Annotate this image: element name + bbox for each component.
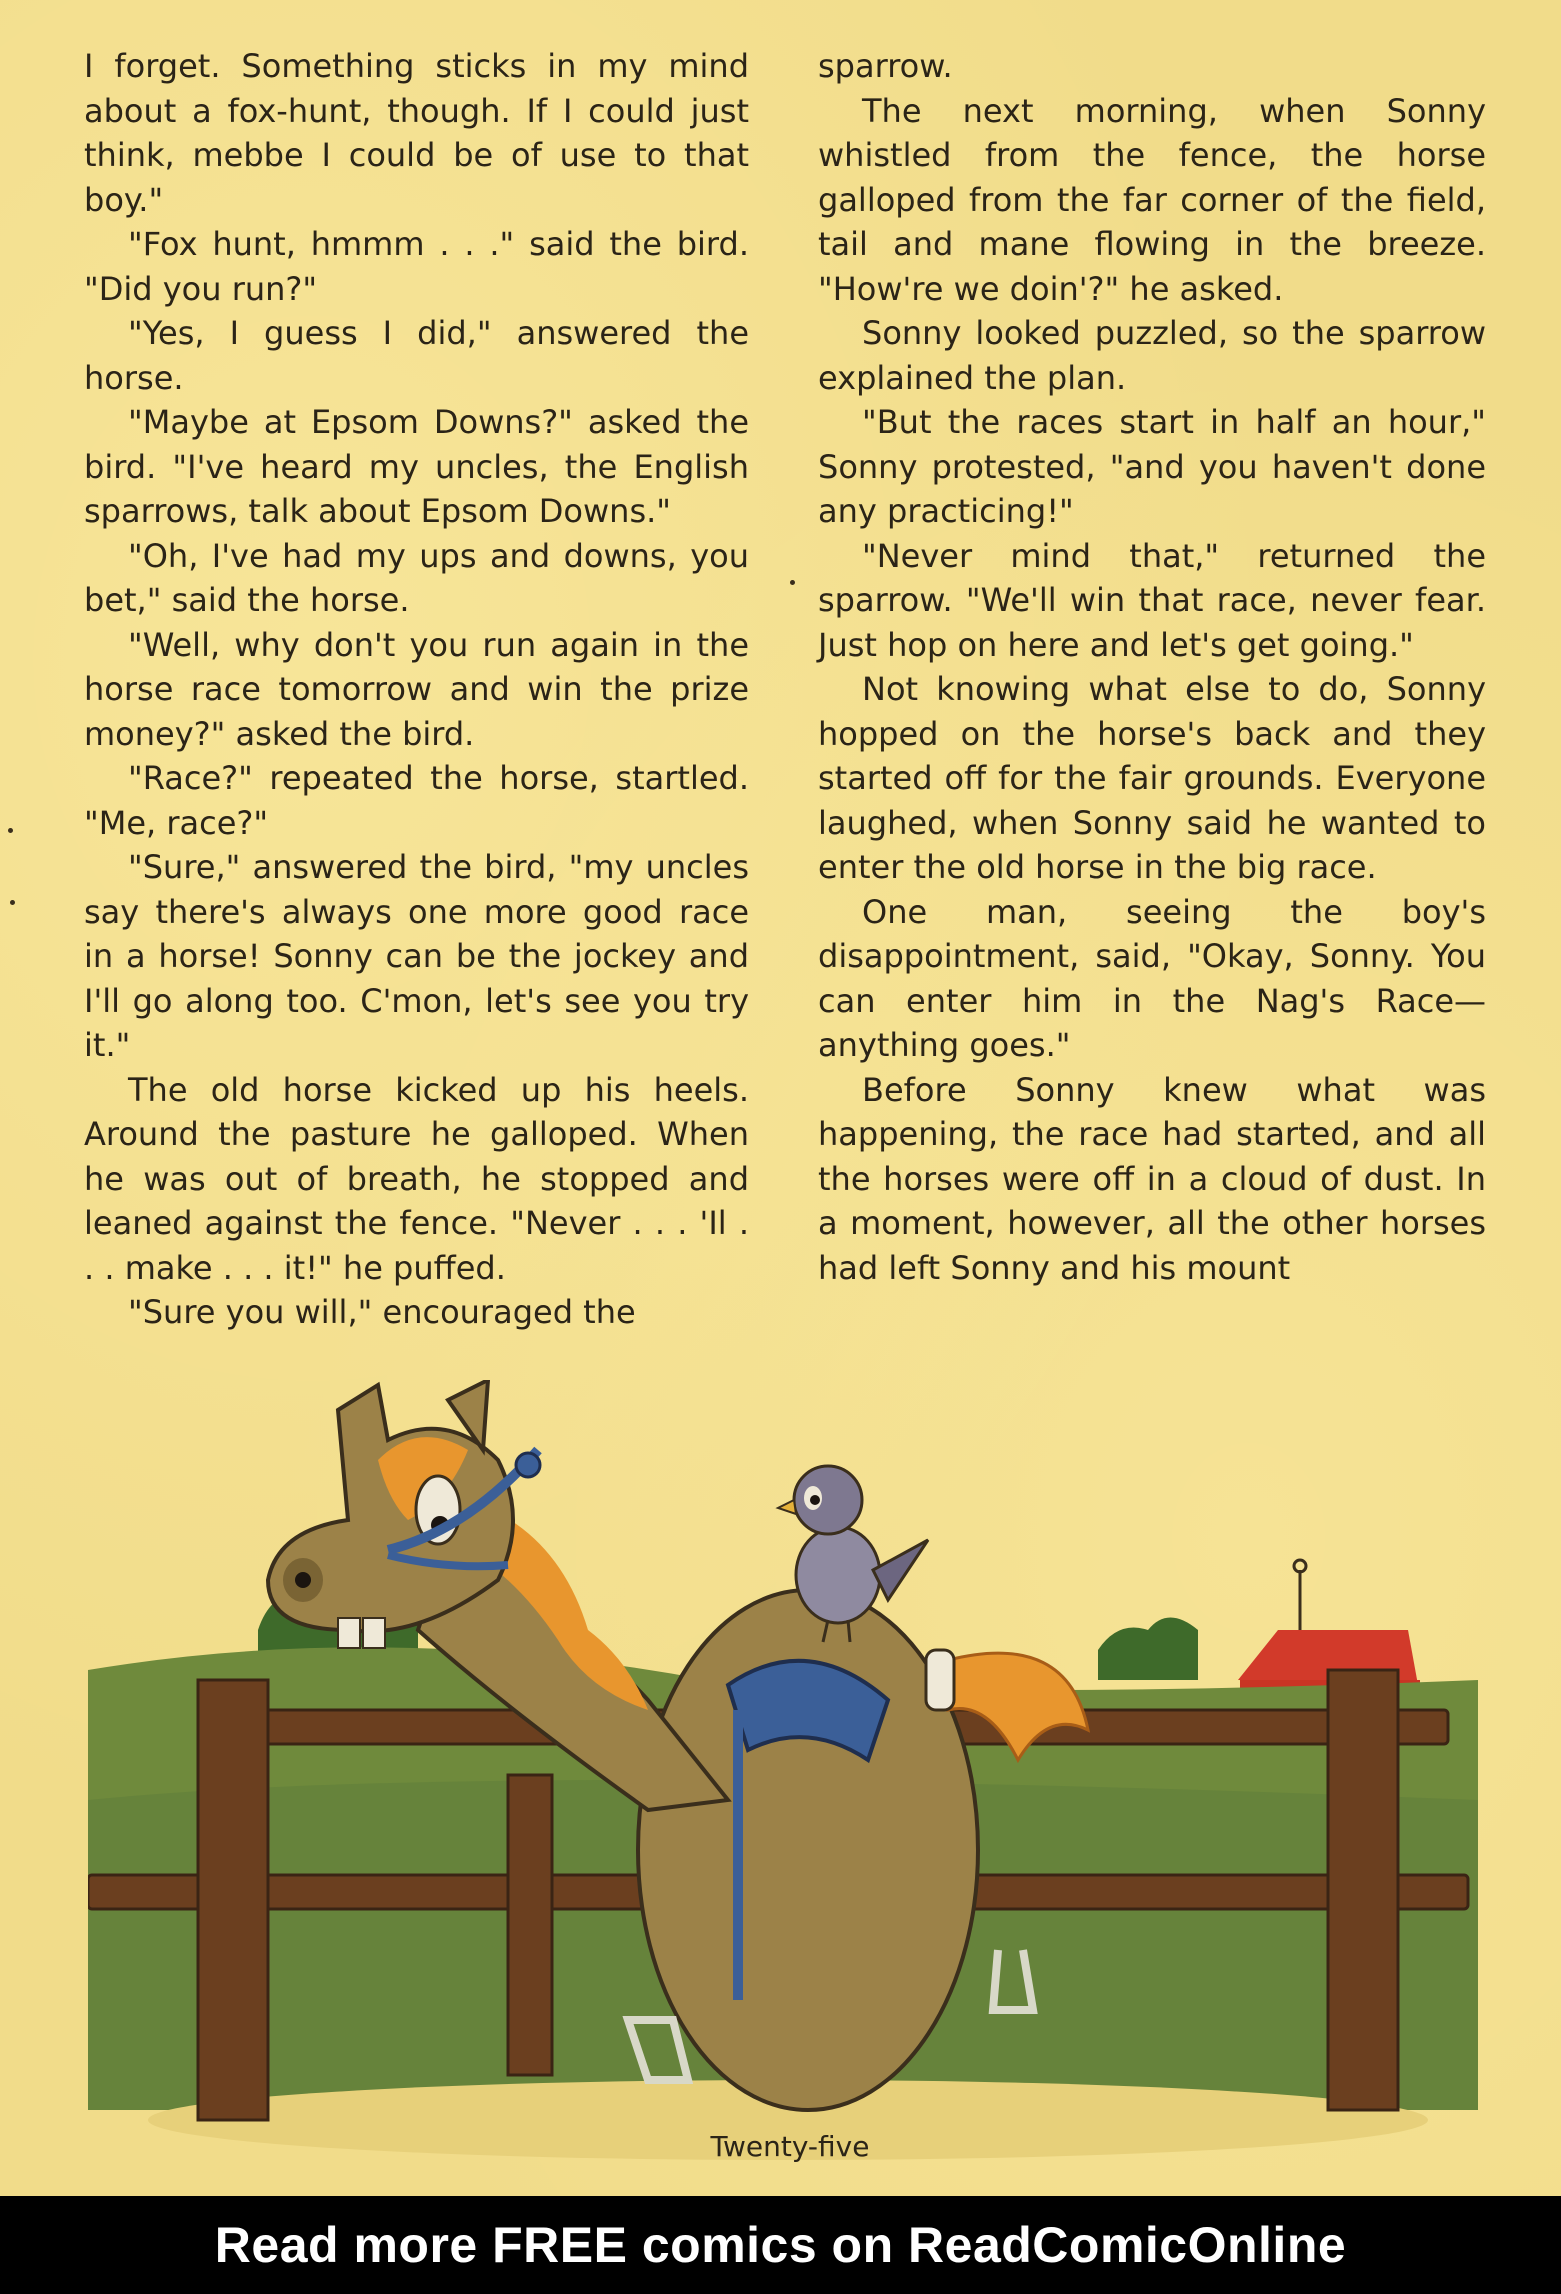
text-column-right: [818, 44, 1486, 1290]
promo-banner[interactable]: [0, 2196, 1561, 2294]
paragraph: I forget. Something sticks in my mind about a fox-hunt, though. If I could just think, mebbe I could be of use to that boy.": [84, 47, 749, 219]
paragraph: Not knowing what else to do, Sonny hopped on the horse's back and they started off for the fair grounds. Everyone laughed, when Sonny said he wanted to enter the old horse in the big race.: [818, 670, 1486, 886]
paragraph: Sonny looked puzzled, so the sparrow explained the plan.: [818, 314, 1486, 397]
paragraph: The next morning, when Sonny whistled from the fence, the horse galloped from the far corner of the field, tail and mane flowing in the breeze. "How're we doin'?" he asked.: [818, 91, 1486, 308]
horse-and-sparrow-illustration: [88, 1380, 1488, 2180]
ink-speck: [8, 828, 13, 833]
paragraph: "But the races start in half an hour," Sonny protested, "and you haven't done any practicing!": [818, 403, 1486, 530]
paragraph: "Yes, I guess I did," answered the horse.: [84, 314, 749, 397]
paragraph: "Sure," answered the bird, "my uncles say there's always one more good race in a horse! Sonny can be the jockey and I'll go along too. C'mon, let's see you try it.": [84, 848, 749, 1064]
paragraph: sparrow.: [818, 47, 953, 85]
paragraph: "Well, why don't you run again in the horse race tomorrow and win the prize money?" asked the bird.: [84, 625, 749, 753]
paragraph: "Never mind that," returned the sparrow. "We'll win that race, never fear. Just hop on here and let's get going.": [818, 536, 1486, 664]
promo-banner-text[interactable]: Read more FREE comics on ReadComicOnline: [214, 2217, 1347, 2273]
paragraph: "Maybe at Epsom Downs?" asked the bird. "I've heard my uncles, the English sparrows, talk about Epsom Downs.": [84, 403, 749, 530]
paragraph: The old horse kicked up his heels. Around the pasture he galloped. When he was out of breath, he stopped and leaned against the fence. "Never . . . 'Il . . . make . . . it!" he puffed.: [84, 1070, 749, 1287]
bush-right: [1098, 1618, 1198, 1681]
paragraph: "Fox hunt, hmmm . . ." said the bird. "Did you run?": [84, 225, 749, 308]
paragraph: "Oh, I've had my ups and downs, you bet," said the horse.: [84, 536, 749, 619]
paragraph: One man, seeing the boy's disappointment, said, "Okay, Sonny. You can enter him in the Nag's Race—anything goes.": [818, 892, 1486, 1064]
ink-speck: [790, 580, 795, 585]
text-column-left: [84, 44, 749, 1335]
paragraph: Before Sonny knew what was happening, the race had started, and all the horses were off in a cloud of dust. In a moment, however, all the other horses had left Sonny and his mount: [818, 1070, 1486, 1287]
page-number: Twenty-five: [710, 2130, 870, 2163]
ink-speck: [10, 900, 15, 905]
paragraph: "Sure you will," encouraged the: [128, 1293, 636, 1331]
paragraph: "Race?" repeated the horse, startled. "Me, race?": [84, 759, 749, 842]
